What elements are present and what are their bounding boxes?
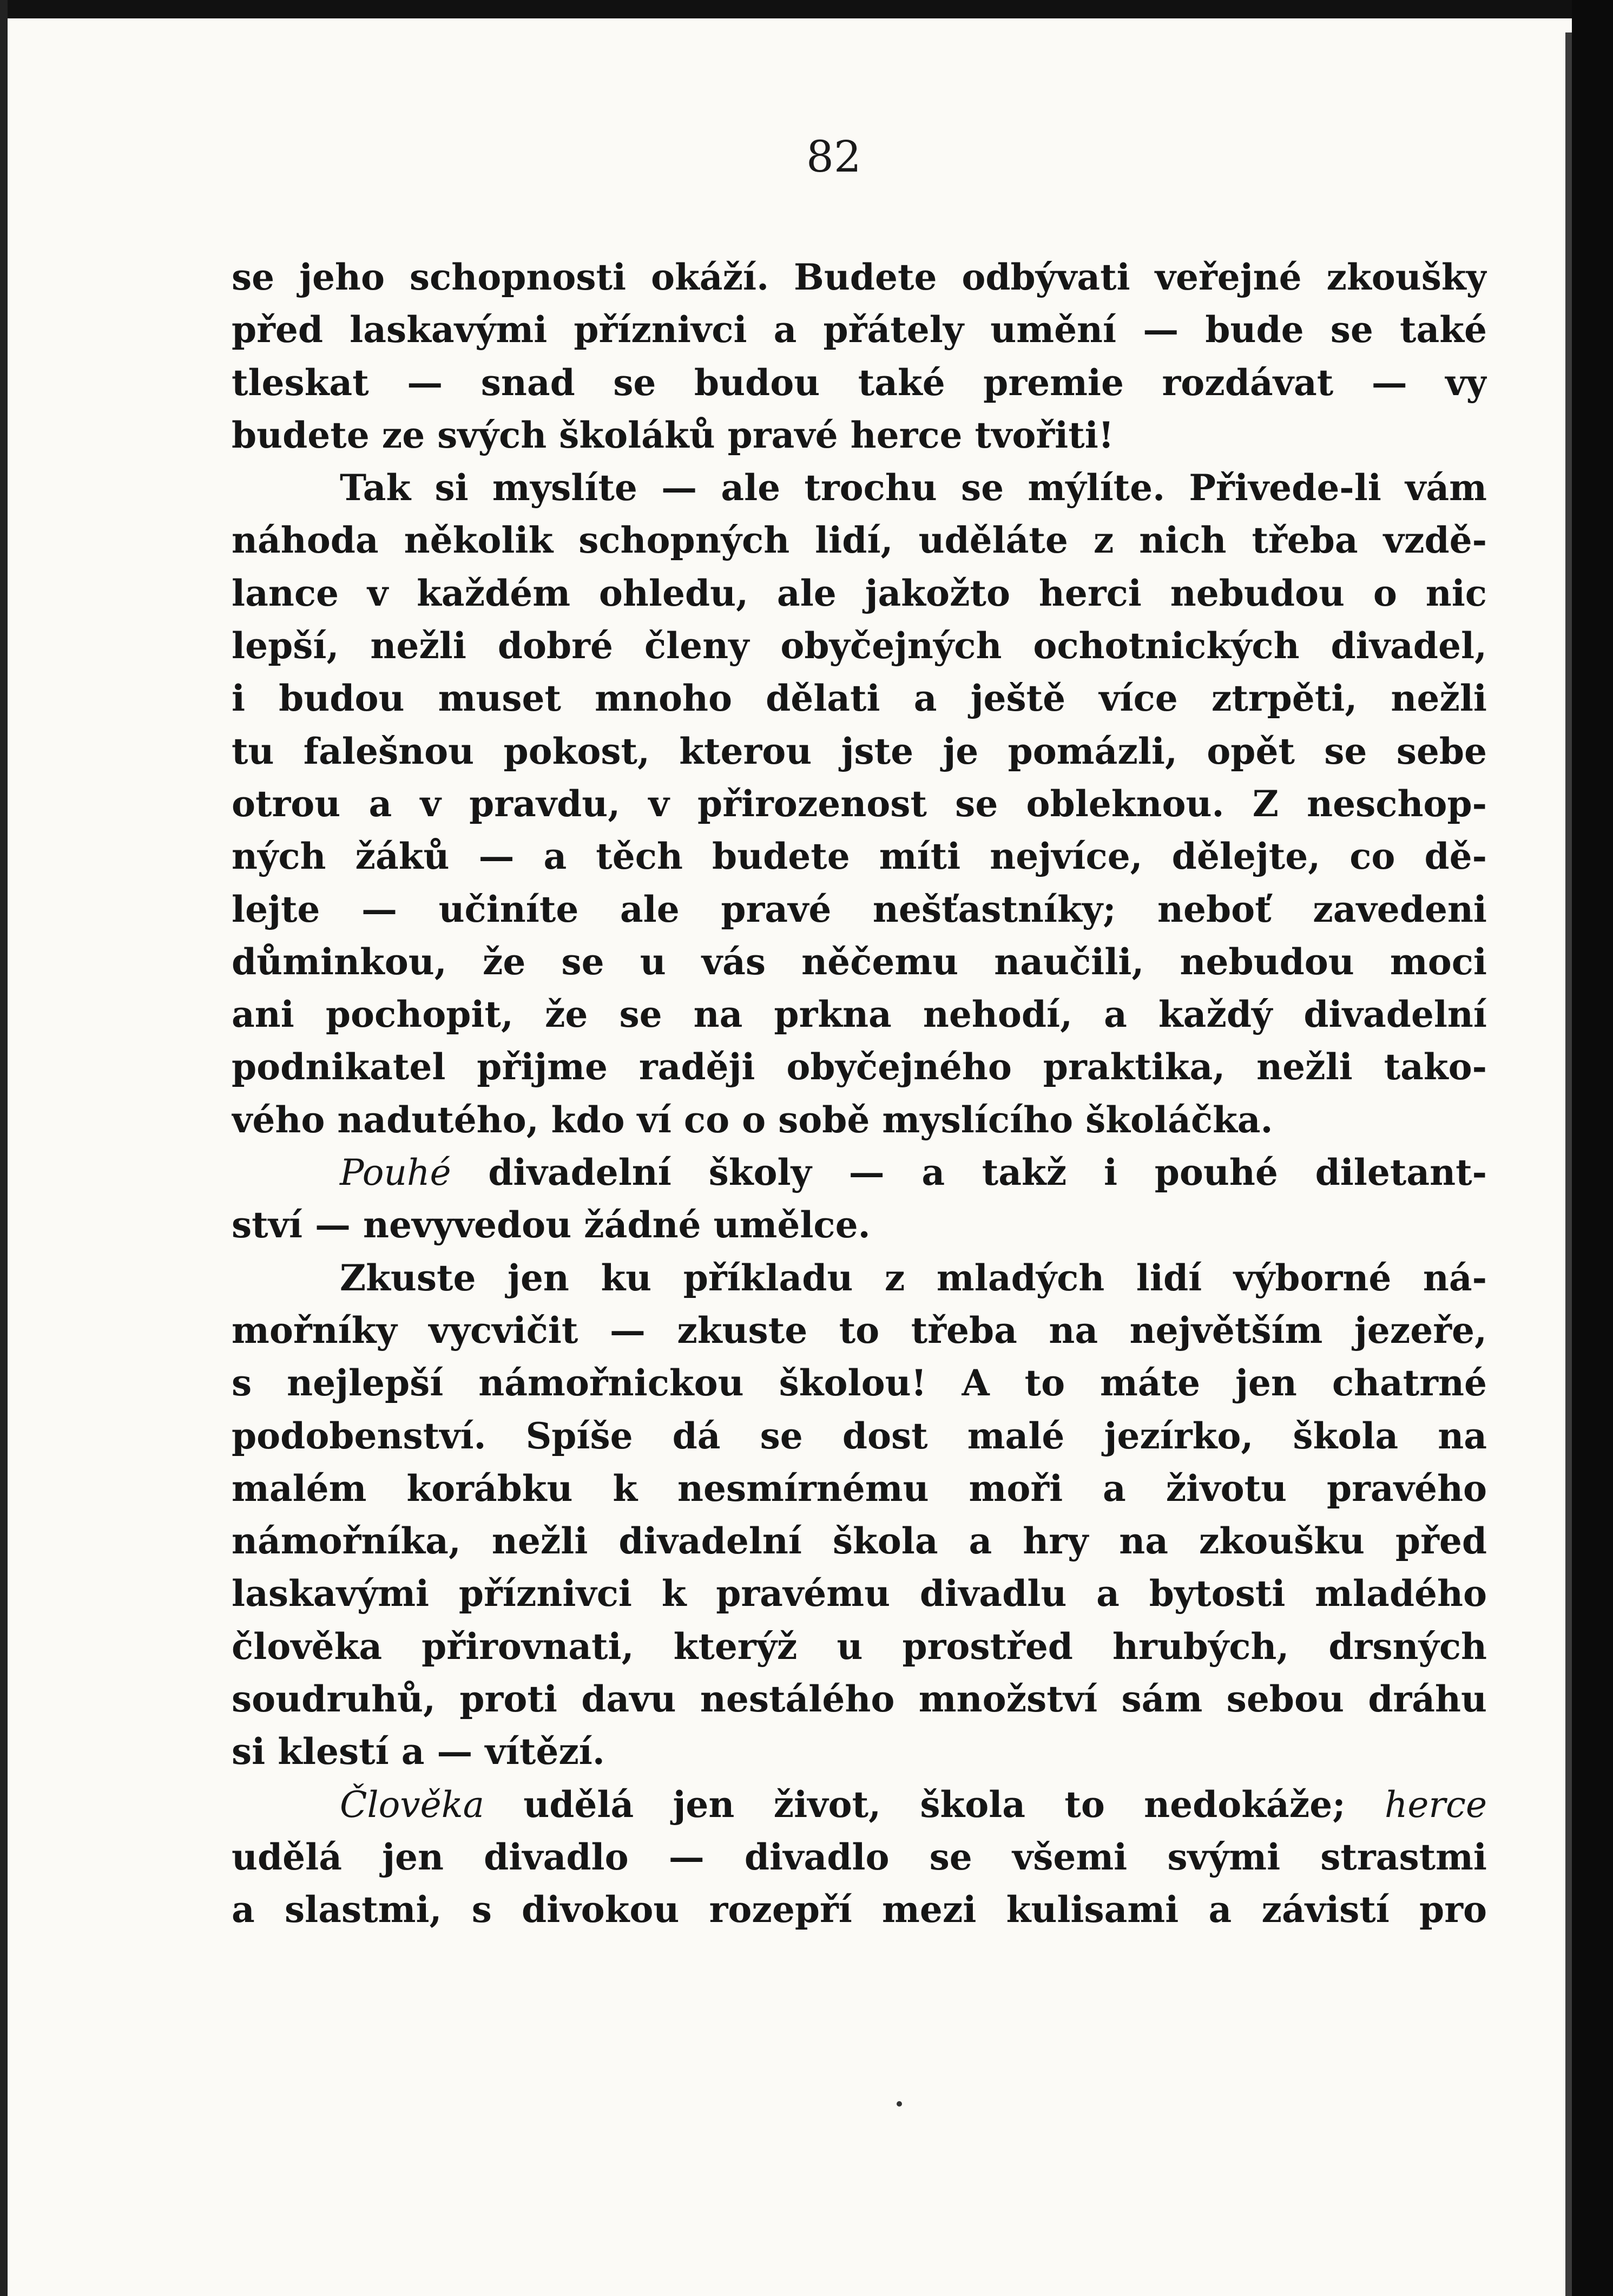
- scan-border-top: [0, 0, 1613, 18]
- text-line: tleskat — snad se budou také premie rozdávat — vy: [232, 361, 1487, 404]
- text-line: ství — nevyvedou žádné umělce.: [232, 1204, 871, 1247]
- text-run: divadelní školy — a takž i pouhé diletant-: [451, 1151, 1487, 1194]
- emphasis: herce: [1384, 1783, 1487, 1826]
- emphasis: Člověka: [340, 1783, 485, 1826]
- text-line: Zkuste jen ku příkladu z mladých lidí výborné ná-: [340, 1256, 1487, 1299]
- text-line: důminkou, že se u vás něčemu naučili, nebudou moci: [232, 940, 1487, 983]
- text-line: s nejlepší námořnickou školou! A to máte jen chatrné: [232, 1362, 1487, 1405]
- text-line: i budou muset mnoho dělati a ještě více ztrpěti, nežli: [232, 677, 1487, 720]
- text-line: podnikatel přijme raději obyčejného praktika, nežli tako-: [232, 1046, 1487, 1088]
- text-line: podobenství. Spíše dá se dost malé jezírko, škola na: [232, 1414, 1487, 1457]
- body-text: [232, 251, 1487, 1937]
- text-line: si klestí a — vítězí.: [232, 1730, 605, 1773]
- text-line: otrou a v pravdu, v přirozenost se obleknou. Z neschop-: [232, 782, 1487, 825]
- text-line: námořníka, nežli divadelní škola a hry na zkoušku před: [232, 1520, 1487, 1563]
- emphasis: Pouhé: [340, 1152, 451, 1194]
- text-line: laskavými příznivci k pravému divadlu a bytosti mladého: [232, 1572, 1487, 1615]
- text-line: ani pochopit, že se na prkna nehodí, a každý divadelní: [232, 993, 1487, 1036]
- scan-border-left: [0, 0, 8, 2296]
- text-line: udělá jen divadlo — divadlo se všemi svými strastmi: [232, 1835, 1487, 1878]
- text-line: malém korábku k nesmírnému moři a životu pravého: [232, 1467, 1487, 1510]
- text-line: mořníky vycvičit — zkuste to třeba na největším jezeře,: [232, 1309, 1487, 1352]
- text-line: náhoda několik schopných lidí, uděláte z nich třeba vzdě-: [232, 519, 1487, 562]
- text-line: budete ze svých školáků pravé herce tvořiti!: [232, 414, 1114, 456]
- text-line: vého nadutého, kdo ví co o sobě myslícího školáčka.: [232, 1098, 1273, 1141]
- scan-speck: [897, 2101, 902, 2107]
- text-line: lejte — učiníte ale pravé nešťastníky; neboť zavedeni: [232, 888, 1487, 930]
- text-line: člověka přirovnati, kterýž u prostřed hrubých, drsných: [232, 1625, 1487, 1668]
- text-line: soudruhů, proti davu nestálého množství sám sebou dráhu: [232, 1678, 1487, 1721]
- text-line: se jeho schopnosti okáží. Budete odbývati veřejné zkoušky: [232, 256, 1487, 298]
- text-line: [232, 1146, 1487, 1199]
- text-line: ných žáků — a těch budete míti nejvíce, dělejte, co dě-: [232, 835, 1487, 878]
- text-line: [232, 1779, 1487, 1831]
- scan-border-right: [1572, 0, 1613, 2296]
- page-number: 82: [806, 132, 861, 182]
- text-line: Tak si myslíte — ale trochu se mýlíte. Přivede-li vám: [340, 467, 1487, 509]
- page-edge-shadow: [1565, 32, 1572, 2296]
- text-line: a slastmi, s divokou rozepří mezi kulisami a závistí pro: [232, 1888, 1487, 1931]
- text-line: lepší, nežli dobré členy obyčejných ochotnických divadel,: [232, 625, 1487, 667]
- text-run: udělá jen život, škola to nedokáže;: [484, 1783, 1385, 1826]
- text-line: lance v každém ohledu, ale jakožto herci nebudou o nic: [232, 572, 1487, 614]
- text-line: tu falešnou pokost, kterou jste je pomázli, opět se sebe: [232, 730, 1487, 772]
- text-line: před laskavými příznivci a přátely umění — bude se také: [232, 309, 1487, 351]
